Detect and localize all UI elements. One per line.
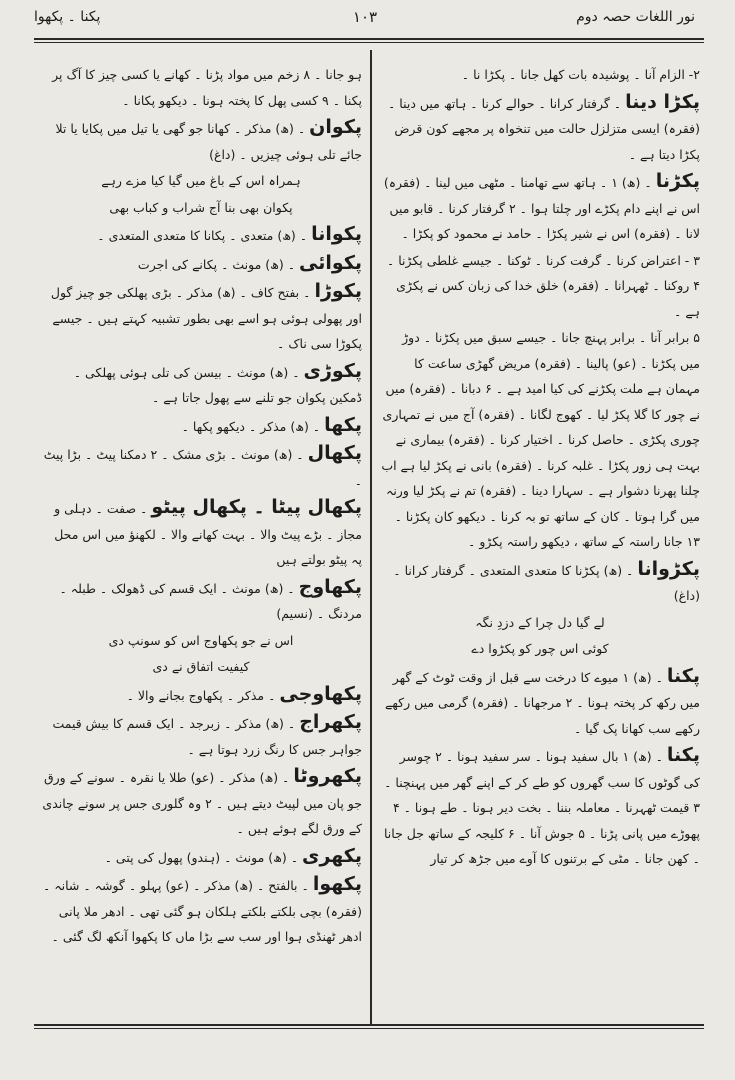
entry-definition: کوئی اس چور کو پکڑوا دے [471, 641, 609, 656]
dictionary-entry [40, 440, 362, 493]
entry-definition: ہمراہ اس کے باغ میں گیا کیا مزے رہے [101, 173, 301, 188]
entry-headword: پکھراج [299, 711, 362, 733]
footer-rule-thin [34, 1028, 704, 1029]
header-book-title: نور اللغات حصہ دوم [576, 9, 695, 25]
verse-line [40, 168, 362, 194]
entry-definition: ۔ (ھ) ۱ میوے کا درخت سے قبل از وقت ٹوٹ کے گھر میں رکھ کر پختہ ہونا ۔ ۲ مرجھانا ۔ (فقرہ) گرمی میں رکھے رکھے سب کھانا پک گیا ۔ [385, 669, 700, 736]
entry-headword: پکوڑی [303, 359, 362, 382]
entry-definition: ۔ (ھ) مونث ۔ بڑی مشک ۔ ۲ دمکنا پیٹ ۔ بڑا پیٹ ۔ [43, 447, 362, 488]
entry-headword: پکڑنا [655, 170, 700, 192]
entry-headword: پکنا [666, 664, 700, 687]
entry-headword: پکوان [309, 116, 362, 138]
dictionary-entry [40, 681, 362, 709]
entry-headword: پکوانا [311, 223, 362, 245]
verse-line [40, 654, 362, 680]
dictionary-entry [380, 62, 700, 88]
verse-line [380, 610, 700, 636]
entry-headword: پکھال [307, 442, 362, 464]
verse-line [40, 628, 362, 654]
column-divider [370, 50, 372, 1025]
entry-definition: ۔ (ھ) مذکر ۔ دیکھو پکھا ۔ [181, 418, 321, 434]
entry-definition: پکوان بھی بنا آج شراب و کباب بھی [109, 199, 293, 215]
page-header [0, 0, 735, 42]
entry-definition: ۔ بالفتح ۔ (ھ) مذکر ۔ (عو) پہلو ۔ گوشہ ۔ شانہ ۔ (فقرہ) بچی بلکتے بلکتے ہلکان ہو گئی تھی ۔ ادھر ملا پانی ادھر ٹھنڈی ہوا اور سب سے بڑا ماں کا پکھوا آنکھ لگ گئی ۔ [43, 878, 362, 944]
dictionary-entry [380, 89, 700, 168]
entry-definition: ۔ (ھ) ۱ بال سفید ہونا ۔ سر سفید ہونا ۔ ۲ چوسر کی گوٹوں کا سب گھروں کو طے کر کے اپنے گھر میں پہنچنا ۔ ۳ قیمت ٹھہرنا ۔ معاملہ بننا ۔ بخت دیر ہونا ۔ طے ہونا ۔ ۴ پھوڑے میں پانی پڑنا ۔ ۵ جوش آنا ۔ ۶ کلیجہ کے ساتھ جل جانا ۔ کھن جانا ۔ مٹی کے برتنوں کا آوے میں جڑھ کر تیار [383, 749, 700, 866]
entry-definition: ۔ مذکر ۔ پکھاوج بجانے والا ۔ [126, 687, 276, 703]
entry-definition: ۔ (ھ) ۱ ۔ ہاتھ سے تھامنا ۔ مٹھی میں لینا ۔ (فقرہ) اس نے اپنے دام پکڑے اور چلتا ہوا ۔ ۲ گرفتار کرنا ۔ قابو میں لانا ۔ (فقرہ) اس نے شیر پکڑا ۔ حامد نے محمود کو پکڑا ۔ [383, 175, 700, 241]
dictionary-entry [380, 663, 700, 742]
dictionary-entry [40, 114, 362, 167]
dictionary-entry [380, 248, 700, 325]
entry-definition: ۔ گرفتار کرانا ۔ حوالے کرنا ۔ ہاتھ میں دینا ۔ (فقرہ) ایسی متزلزل حالت میں تنخواہ پر مجھے کون قرض پکڑا دیتا ہے ۔ [387, 95, 700, 162]
dictionary-entry [40, 221, 362, 249]
dictionary-entry [40, 412, 362, 440]
entry-definition: ۔ بفتح کاف ۔ (ھ) مذکر ۔ بڑی پھلکی جو چیز گول اور پھولی ہوئی ہو اسے بھی بطور تشبیہ کہتے ہیں ۔ جیسے پکوڑا سی ناک ۔ [50, 285, 362, 351]
entry-definition: لے گیا دل چرا کے دزدِ نگہ [475, 614, 605, 630]
dictionary-entry [380, 556, 700, 609]
dictionary-entry [380, 742, 700, 872]
dictionary-entry [40, 250, 362, 278]
entry-headword: پکھری [302, 844, 362, 867]
dictionary-entry [40, 278, 362, 357]
entry-headword: پکڑوانا [637, 557, 700, 580]
verse-line [40, 195, 362, 221]
entry-headword: پکھوا [312, 873, 362, 895]
entry-headword: پکوائی [299, 251, 362, 274]
entry-definition: ۳ - اعتراض کرنا ۔ گرفت کرنا ۔ ٹوکنا ۔ جیسے غلطی پکڑنا ۔ ۴ روکنا ۔ ٹھہرانا ۔ (فقرہ) خلق خدا کی زبان کس نے پکڑی ہے ۔ [386, 252, 700, 319]
entry-headword: پکوڑا [314, 280, 362, 302]
entry-headword: پکڑا دینا [625, 90, 700, 113]
header-running-title-left: پکنا ۔ پکھوا [34, 9, 101, 25]
dictionary-entry [40, 358, 362, 411]
entry-definition: ۲- الزام آنا ۔ پوشیدہ بات کھل جانا ۔ پکڑا نا ۔ [461, 67, 700, 82]
entry-definition: کیفیت اتفاق نے دی [152, 659, 250, 674]
entry-definition: ۔ (ھ) مذکر ۔ زبرجد ۔ ایک قسم کا بیش قیمت جواہر جس کا رنگ زرد ہوتا ہے ۔ [52, 716, 362, 757]
entry-headword: پکھروٹا [293, 765, 362, 787]
dictionary-entry [380, 168, 700, 247]
entry-headword: پکنا [666, 744, 700, 766]
footer-rule [34, 1024, 704, 1026]
page-number: ۱۰۳ [352, 8, 378, 26]
dictionary-entry [40, 494, 362, 573]
entry-definition: ۔ (ھ) پکڑنا کا متعدی المتعدی ۔ گرفتار کرانا ۔ (داغ) [393, 562, 700, 603]
entry-definition: ۵ برابر آنا ۔ برابر پہنچ جانا ۔ جیسے سبق میں پکڑنا ۔ دوڑ میں پکڑنا ۔ (عو) پالینا ۔ (فقرہ) مریض گھڑی ساعت کا مہمان ہے ملت پکڑنے کی کیا امید ہے ۔ ۶ دبانا ۔ (فقرہ) میں نے چور کا گلا پکڑ لیا ۔ کھوج لگانا ۔ (فقرہ) آج میں نے تمہاری چوری پکڑی ۔ حاصل کرنا ۔ اختیار کرنا ۔ (فقرہ) بیماری نے بہت ہی زور پکڑا ۔ غلبہ کرنا ۔ (فقرہ) بانی نے پکڑ لیا ہے اب چلنا پھرنا دشوار ہے ۔ سہارا دینا ۔ (فقرہ) تم نے پکڑ لیا ورنہ میں گرا ہوتا ۔ کان کے ساتھ تو بہ کرنا ۔ دیکھو کان پکڑنا ۔ ۱۳ جانا راستہ کے ساتھ ، دیکھو راستہ پکڑو ۔ [381, 330, 700, 549]
entry-definition: ۔ (ھ) مونث ۔ پکانے کی اجرت [137, 256, 296, 272]
dictionary-entry [40, 574, 362, 627]
entry-headword: پکھاوجی [279, 682, 362, 705]
left-column [40, 62, 362, 1020]
header-rule [34, 38, 704, 40]
entry-definition: ۔ (ھ) مونث ۔ (ہندو) پھول کی پتی ۔ [104, 849, 299, 865]
entry-definition: اس نے جو پکھاوج اس کو سونپ دی [108, 632, 294, 648]
dictionary-entry [40, 871, 362, 950]
entry-definition: ۔ (ھ) مونث ۔ ایک قسم کی ڈھولک ۔ طبلہ ۔ مردنگ ۔ (نسیم) [59, 580, 362, 621]
entry-headword: پکھا [324, 413, 362, 436]
entry-headword: پکھاوج [298, 575, 362, 598]
dictionary-entry [380, 325, 700, 555]
right-column [380, 62, 700, 1020]
entry-definition: ۔ (ھ) مونث ۔ بیسن کی تلی ہوئی پھلکی ۔ ڈمکین پکوان جو تلنے سے پھول جاتا ہے ۔ [73, 364, 362, 405]
verse-line [380, 636, 700, 662]
header-rule-thin [34, 42, 704, 43]
dictionary-entry [40, 709, 362, 762]
dictionary-entry [40, 843, 362, 871]
dictionary-entry [40, 763, 362, 842]
dictionary-entry [40, 62, 362, 113]
entry-definition: ۔ (ھ) مذکر ۔ کھانا جو گھی یا تیل میں پکایا یا تلا جائے تلی ہوئی چیزیں ۔ (داغ) [55, 121, 362, 162]
entry-definition: ۔ (ھ) مذکر ۔ (عو) طلا یا نقرہ ۔ سونے کے ورق جو پان میں لپیٹ دیتے ہیں ۔ ۲ وہ گلوری جس پر سونے چاندی کے ورق لگے ہوئے ہیں ۔ [42, 770, 362, 836]
entry-definition: ۔ (ھ) متعدی ۔ پکانا کا متعدی المتعدی ۔ [97, 228, 308, 243]
entry-definition: ۔ صفت ۔ دہلی و مجاز ۔ بڑے پیٹ والا ۔ بہت کھانے والا ۔ لکھنؤ میں اس محل پہ پیٹو بولتے ہیں [54, 501, 362, 567]
entry-definition: ہو جانا ۔ ۸ زخم میں مواد پڑنا ۔ کھانے یا کسی چیز کا آگ پر پکنا ۔ ۹ کسی پھل کا پختہ ہونا ۔ دیکھو پکانا ۔ [52, 67, 362, 108]
entry-headword: پکھال پیٹا ۔ پکھال پیٹو [151, 496, 362, 518]
